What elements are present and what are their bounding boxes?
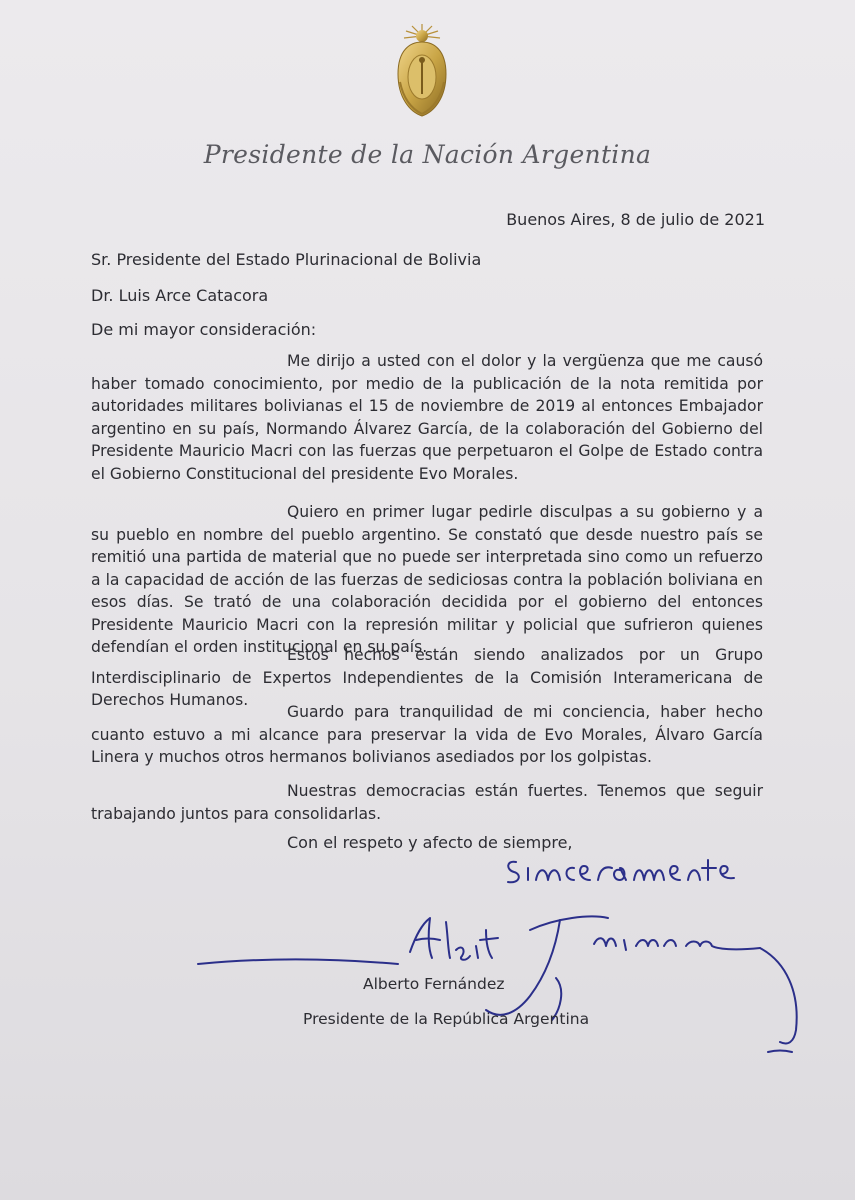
signatory-name: Alberto Fernández (363, 975, 505, 993)
signatory-title: Presidente de la República Argentina (303, 1010, 590, 1028)
recipient-title: Sr. Presidente del Estado Plurinacional de Bolivia (91, 250, 482, 269)
letter-date: Buenos Aires, 8 de julio de 2021 (506, 210, 765, 229)
paragraph-2: Quiero en primer lugar pedirle disculpas a su gobierno y a su pueblo en nombre del pueblo argentino. Se constató que desde nuestro país se remitió una partida de material que no puede ser interpretada sino como un refuerzo a la capacidad de acción de las fuerzas de sediciosas contra la población boliviana en esos días. Se trató de una colaboración decidida por el gobierno del entonces Presidente Mauricio Macri con la represión militar y policial que sufrieron quienes defendían el orden institucional en su país. (91, 503, 763, 656)
letterhead: Presidente de la Nación Argentina (203, 140, 652, 169)
paragraph-5: Nuestras democracias están fuertes. Tenemos que seguir trabajando juntos para consolidarlas. (91, 782, 763, 823)
salutation: De mi mayor consideración: (91, 320, 317, 339)
recipient-name: Dr. Luis Arce Catacora (91, 286, 269, 305)
paragraph-4: Guardo para tranquilidad de mi conciencia, haber hecho cuanto estuvo a mi alcance para preservar la vida de Evo Morales, Álvaro García Linera y muchos otros hermanos bolivianos asediados por los golpistas. (91, 703, 763, 766)
paragraph-3: Estos hechos están siendo analizados por un Grupo Interdisciplinario de Expertos Independientes de la Comisión Interamericana de Derechos Humanos. (91, 646, 763, 709)
paragraph-1: Me dirijo a usted con el dolor y la vergüenza que me causó haber tomado conocimiento, por medio de la publicación de la nota remitida por autoridades militares bolivianas el 15 de noviembre de 2019 al entonces Embajador argentino en su país, Normando Álvarez García, de la colaboración del Gobierno del Presidente Mauricio Macri con las fuerzas que perpetuaron el Golpe de Estado contra el Gobierno Constitucional del presidente Evo Morales. (91, 352, 763, 483)
closing: Con el respeto y afecto de siempre, (287, 833, 573, 852)
